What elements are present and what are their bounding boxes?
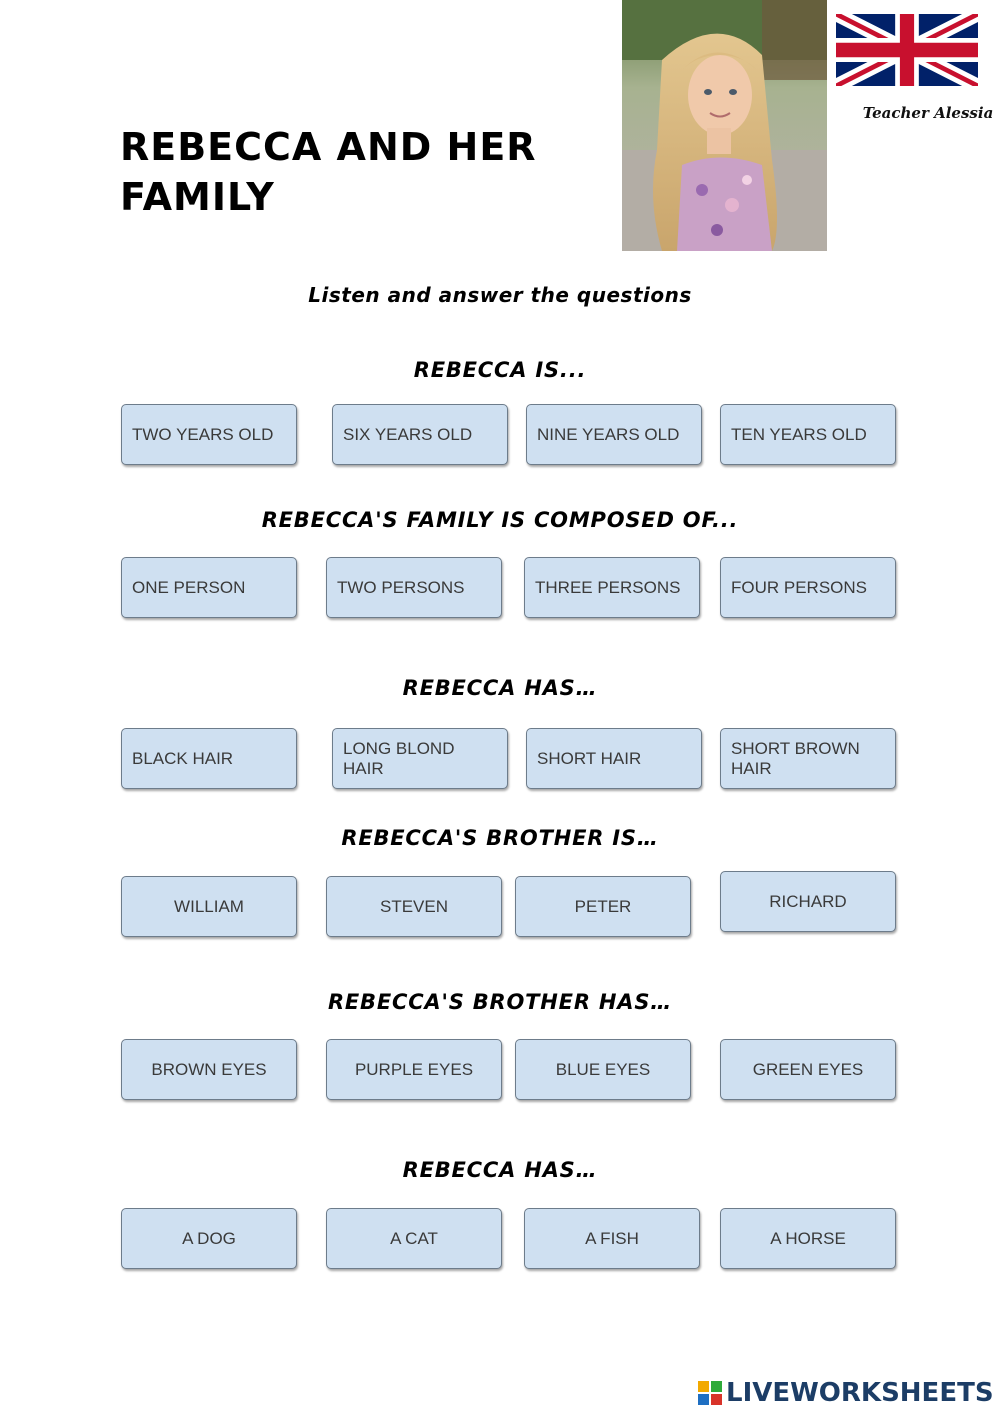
answer-option[interactable]: THREE PERSONS bbox=[524, 557, 700, 618]
answer-option[interactable]: LONG BLOND HAIR bbox=[332, 728, 508, 789]
answer-option[interactable]: GREEN EYES bbox=[720, 1039, 896, 1100]
answer-option[interactable]: TEN YEARS OLD bbox=[720, 404, 896, 465]
teacher-signature: Teacher Alessia bbox=[862, 104, 994, 122]
question-2-prompt: REBECCA'S FAMILY IS COMPOSED OF... bbox=[261, 508, 739, 532]
answer-option[interactable]: A DOG bbox=[121, 1208, 297, 1269]
answer-option[interactable]: SIX YEARS OLD bbox=[332, 404, 508, 465]
answer-option[interactable]: SHORT BROWN HAIR bbox=[720, 728, 896, 789]
uk-flag-icon bbox=[836, 14, 978, 86]
title-line-2: FAMILY bbox=[120, 175, 275, 219]
answer-option[interactable]: BLACK HAIR bbox=[121, 728, 297, 789]
answer-option[interactable]: SHORT HAIR bbox=[526, 728, 702, 789]
answer-option[interactable]: BLUE EYES bbox=[515, 1039, 691, 1100]
answer-option[interactable]: RICHARD bbox=[720, 871, 896, 932]
logo-text: LIVEWORKSHEETS bbox=[726, 1378, 994, 1408]
liveworksheets-logo-icon bbox=[698, 1381, 722, 1405]
liveworksheets-logo bbox=[698, 1376, 994, 1410]
question-6-prompt: REBECCA HAS… bbox=[402, 1158, 598, 1182]
question-4-prompt: REBECCA'S BROTHER IS… bbox=[341, 826, 659, 850]
answer-option[interactable]: A CAT bbox=[326, 1208, 502, 1269]
answer-option[interactable]: A HORSE bbox=[720, 1208, 896, 1269]
question-5-prompt: REBECCA'S BROTHER HAS… bbox=[327, 990, 673, 1014]
answer-option[interactable]: PETER bbox=[515, 876, 691, 937]
girl-portrait-photo bbox=[622, 0, 827, 251]
title-line-1: REBECCA AND HER bbox=[120, 125, 537, 169]
answer-option[interactable]: WILLIAM bbox=[121, 876, 297, 937]
worksheet-title bbox=[120, 122, 580, 222]
answer-option[interactable]: STEVEN bbox=[326, 876, 502, 937]
question-1-prompt: REBECCA IS... bbox=[413, 358, 587, 382]
answer-option[interactable]: NINE YEARS OLD bbox=[526, 404, 702, 465]
answer-option[interactable]: BROWN EYES bbox=[121, 1039, 297, 1100]
answer-option[interactable]: PURPLE EYES bbox=[326, 1039, 502, 1100]
answer-option[interactable]: TWO PERSONS bbox=[326, 557, 502, 618]
answer-option[interactable]: FOUR PERSONS bbox=[720, 557, 896, 618]
instructions: Listen and answer the questions bbox=[308, 283, 692, 307]
answer-option[interactable]: ONE PERSON bbox=[121, 557, 297, 618]
answer-option[interactable]: A FISH bbox=[524, 1208, 700, 1269]
question-3-prompt: REBECCA HAS… bbox=[402, 676, 598, 700]
answer-option[interactable]: TWO YEARS OLD bbox=[121, 404, 297, 465]
